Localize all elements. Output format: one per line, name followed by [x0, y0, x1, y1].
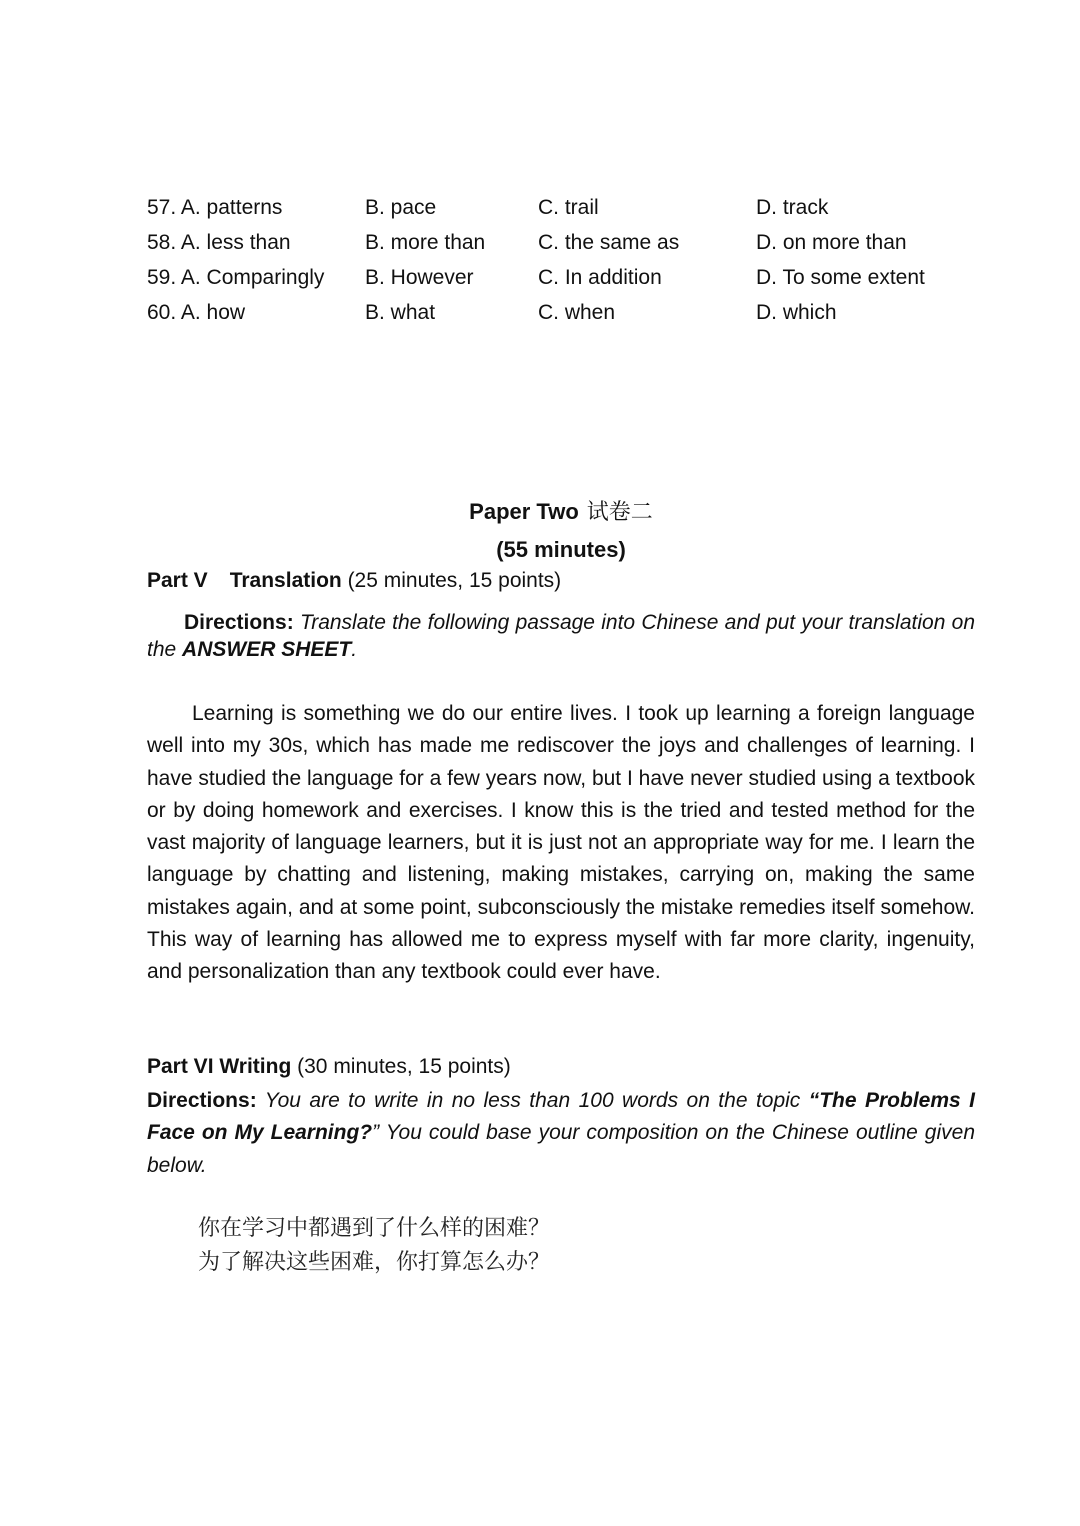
answer-sheet-label: ANSWER SHEET: [182, 638, 352, 661]
paper-title-en: Paper Two: [469, 499, 579, 524]
option-d: D. on more than: [756, 231, 907, 254]
outline-line: 你在学习中都遇到了什么样的困难？: [198, 1216, 551, 1241]
option-d: D. which: [756, 301, 837, 324]
option-c: C. the same as: [538, 231, 680, 254]
option-a: 60. A. how: [147, 301, 246, 324]
option-a: 58. A. less than: [147, 231, 291, 254]
part-6-directions: [147, 1085, 975, 1182]
option-a: 57. A. patterns: [147, 196, 283, 219]
directions-label: Directions:: [184, 611, 294, 634]
option-b: B. pace: [365, 196, 437, 219]
part-5-directions: [147, 609, 975, 663]
part-5-label: Part V: [147, 569, 208, 592]
option-a: 59. A. Comparingly: [147, 266, 325, 289]
option-b: B. what: [365, 301, 436, 324]
question-59-options: [147, 264, 975, 299]
option-c: C. when: [538, 301, 616, 324]
question-57-options: [147, 194, 975, 229]
translation-passage: Learning is something we do our entire lives. I took up learning a foreign language well into my 30s, which has made me rediscover the joys and challenges of learning. I have studied the language for a few years now, but I have never studied using a textbook or by doing homework and exercises. I know this is the tried and tested method for the vast majority of language learners, but it is just not an appropriate way for me. I learn the language by chatting and listening, making mistakes, carrying on, making the same mistakes again, and at some point, subconsciously the mistake remedies itself somehow. This way of learning has allowed me to express myself with far more clarity, ingenuity, and personalization than any textbook could ever have.: [147, 702, 975, 984]
outline-line: 为了解决这些困难，你打算怎么办？: [198, 1250, 551, 1275]
option-c: C. trail: [538, 196, 599, 219]
question-58-options: [147, 229, 975, 264]
directions-end: .: [351, 638, 358, 661]
option-d: D. To some extent: [756, 266, 925, 289]
option-b: B. However: [365, 266, 474, 289]
directions-label: Directions:: [147, 1089, 257, 1112]
part-6-heading: [147, 1052, 511, 1082]
part-5-heading: [147, 566, 561, 596]
option-b: B. more than: [365, 231, 486, 254]
directions-text-2: ” You could base your composition on the Chinese outline given below.: [147, 1121, 976, 1177]
writing-topic: “The Problems I Face on My Learning?: [147, 1089, 975, 1145]
part-6-meta: (30 minutes, 15 points): [291, 1055, 511, 1078]
answer-options: [147, 194, 975, 334]
question-60-options: [147, 299, 975, 334]
option-d: D. track: [756, 196, 829, 219]
directions-text: Translate the following passage into Chinese and put your translation on the: [147, 611, 975, 661]
chinese-outline: [198, 1212, 550, 1280]
part-5-name: Translation: [229, 569, 342, 592]
part-5-meta: (25 minutes, 15 points): [341, 569, 562, 592]
paper-title-cn: 试卷二: [586, 500, 653, 525]
directions-text-1: You are to write in no less than 100 words on the topic: [256, 1089, 809, 1112]
paper-title: [147, 497, 975, 528]
part-6-label: Part VI Writing: [147, 1055, 292, 1078]
paper-time: (55 minutes): [496, 537, 626, 562]
option-c: C. In addition: [538, 266, 662, 289]
